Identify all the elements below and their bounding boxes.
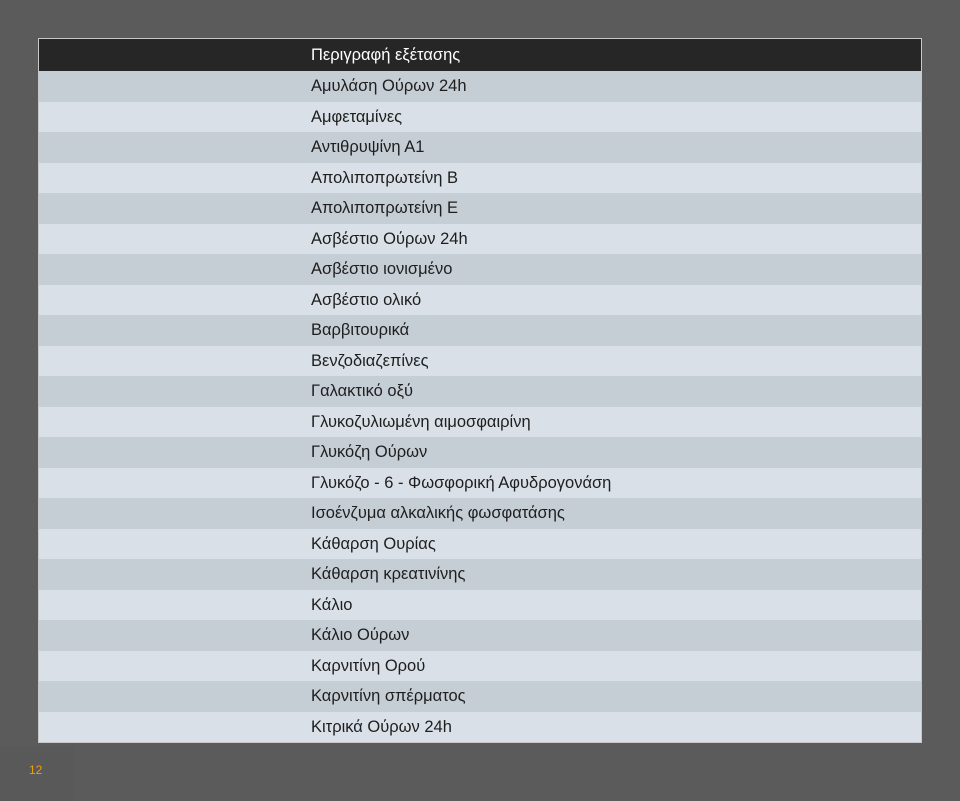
table-row: Ασβέστιο ολικό [39,285,921,316]
table-row: Γαλακτικό οξύ [39,376,921,407]
table-row: Γλυκόζο - 6 - Φωσφορική Αφυδρογονάση [39,468,921,499]
table-header: Περιγραφή εξέτασης [39,39,921,71]
table-row: Γλυκόζη Ούρων [39,437,921,468]
table-row: Γλυκοζυλιωμένη αιμοσφαιρίνη [39,407,921,438]
table-row: Κάλιο Ούρων [39,620,921,651]
table-row: Κάθαρση κρεατινίνης [39,559,921,590]
page-number: 12 [29,763,43,777]
table-row: Βενζοδιαζεπίνες [39,346,921,377]
exam-table [38,38,922,743]
table-body [39,71,921,742]
table-row: Αμυλάση Ούρων 24h [39,71,921,102]
table-row: Καρνιτίνη Ορού [39,651,921,682]
table-row: Κάλιο [39,590,921,621]
table-row: Ασβέστιο Ούρων 24h [39,224,921,255]
table-row: Κάθαρση Ουρίας [39,529,921,560]
table-row: Ισοένζυμα αλκαλικής φωσφατάσης [39,498,921,529]
table-row: Καρνιτίνη σπέρματος [39,681,921,712]
table-row: Κιτρικά Ούρων 24h [39,712,921,743]
table-row: Απολιποπρωτείνη Ε [39,193,921,224]
table-row: Ασβέστιο ιονισμένο [39,254,921,285]
page-number-box [0,746,74,801]
table-row: Αμφεταμίνες [39,102,921,133]
table-row: Βαρβιτουρικά [39,315,921,346]
table-row: Απολιποπρωτείνη Β [39,163,921,194]
table-row: Αντιθρυψίνη Α1 [39,132,921,163]
